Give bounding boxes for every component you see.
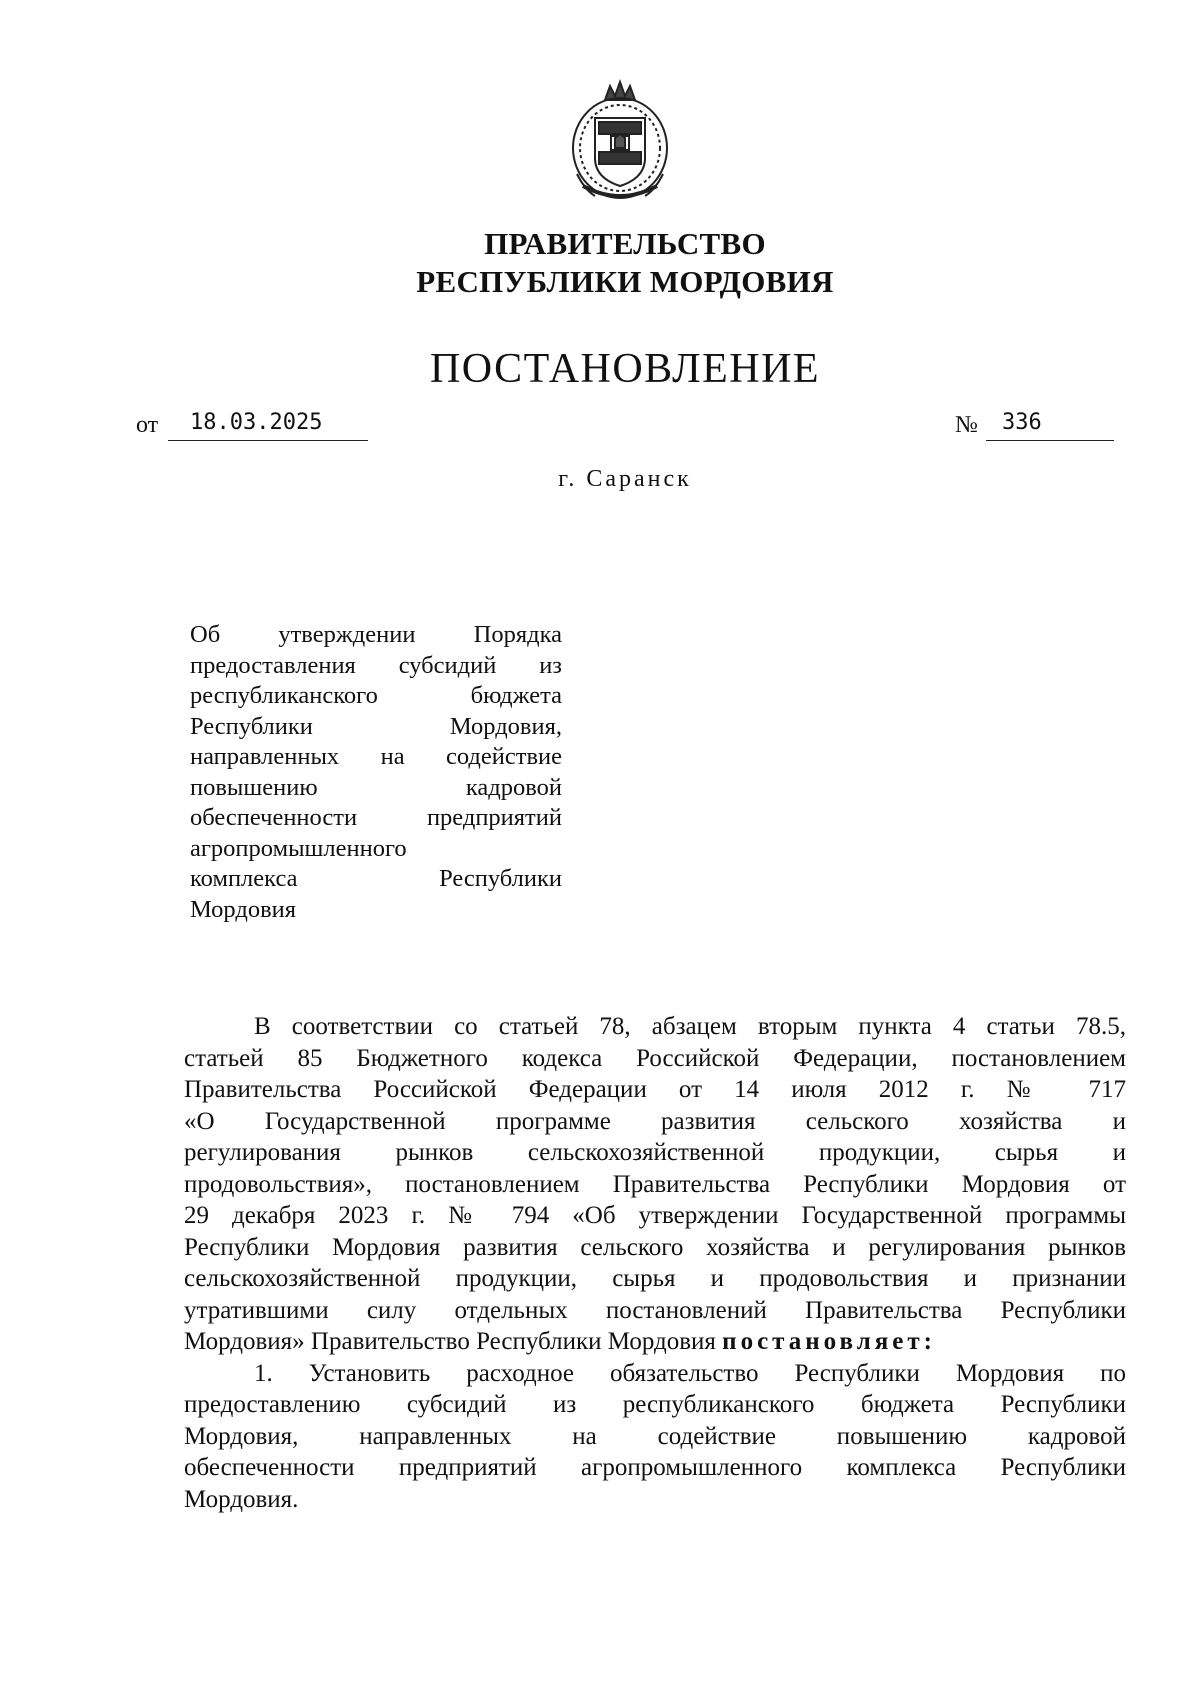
preamble-line: регулирования рынков сельскохозяйственной продукции, сырья и bbox=[184, 1139, 1126, 1166]
item-1-line: 1. Установить расходное обязательство Республики Мордовия по bbox=[254, 1359, 1126, 1387]
organization-name-line-2: РЕСПУБЛИКИ МОРДОВИЯ bbox=[416, 264, 834, 299]
item-1-line: обеспеченности предприятий агропромышленного комплекса Республики bbox=[184, 1454, 1126, 1481]
preamble-line: утратившими силу отдельных постановлений Правительства Республики bbox=[184, 1296, 1126, 1324]
preamble-line: Республики Мордовия развития сельского хозяйства и регулирования рынков bbox=[184, 1233, 1126, 1261]
title-line: повышению кадровой bbox=[190, 773, 562, 801]
item-1-line: предоставлению субсидий из республиканского бюджета Республики bbox=[184, 1391, 1126, 1418]
title-line: предоставления субсидий из bbox=[190, 651, 562, 679]
document-body bbox=[184, 1011, 1126, 1515]
organization-name-line-1: ПРАВИТЕЛЬСТВО bbox=[484, 226, 766, 261]
item-1-line: Мордовия, направленных на содействие повышению кадровой bbox=[184, 1422, 1126, 1450]
title-line: республиканского бюджета bbox=[190, 682, 562, 709]
number-sign: № bbox=[955, 412, 978, 438]
coat-of-arms-mordovia-icon bbox=[565, 78, 675, 208]
preamble-last-text: Мордовия» Правительство Республики Мордовия bbox=[184, 1328, 716, 1355]
title-line: обеспеченности предприятий bbox=[190, 804, 562, 831]
preamble-line: «О Государственной программе развития сельского хозяйства и bbox=[184, 1107, 1126, 1135]
preamble-line: В соответствии со статьей 78, абзацем вторым пункта 4 статьи 78.5, bbox=[254, 1013, 1126, 1040]
preamble-line: Правительства Российской Федерации от 14 июля 2012 г. № 717 bbox=[184, 1076, 1126, 1103]
preamble-line: продовольствия», постановлением Правительства Республики Мордовия от bbox=[184, 1170, 1126, 1198]
title-line: комплекса Республики bbox=[190, 865, 562, 892]
date-prefix: от bbox=[136, 412, 159, 438]
preamble-last-line bbox=[184, 1326, 1126, 1358]
title-line: направленных на содействие bbox=[190, 743, 562, 770]
decree-word: постановляет: bbox=[722, 1328, 936, 1355]
document-number bbox=[986, 412, 1114, 441]
title-line: агропромышленного bbox=[190, 834, 407, 862]
title-line: Республики Мордовия, bbox=[190, 712, 562, 740]
document-date bbox=[168, 412, 368, 441]
document-number-text: 336 bbox=[1002, 410, 1042, 435]
document-type: ПОСТАНОВЛЕНИЕ bbox=[429, 346, 821, 392]
item-1-line: Мордовия. bbox=[184, 1485, 299, 1513]
title-line: Об утверждении Порядка bbox=[190, 621, 562, 648]
preamble-line: сельскохозяйственной продукции, сырья и продовольствия и признании bbox=[184, 1265, 1126, 1292]
title-line: Мордовия bbox=[190, 895, 297, 923]
preamble-line: статьей 85 Бюджетного кодекса Российской Федерации, постановлением bbox=[184, 1044, 1126, 1072]
preamble-line: 29 декабря 2023 г. № 794 «Об утверждении Государственной программы bbox=[184, 1202, 1126, 1229]
document-title bbox=[190, 620, 562, 925]
city: г. Саранск bbox=[558, 466, 692, 492]
document-date-text: 18.03.2025 bbox=[190, 410, 323, 435]
